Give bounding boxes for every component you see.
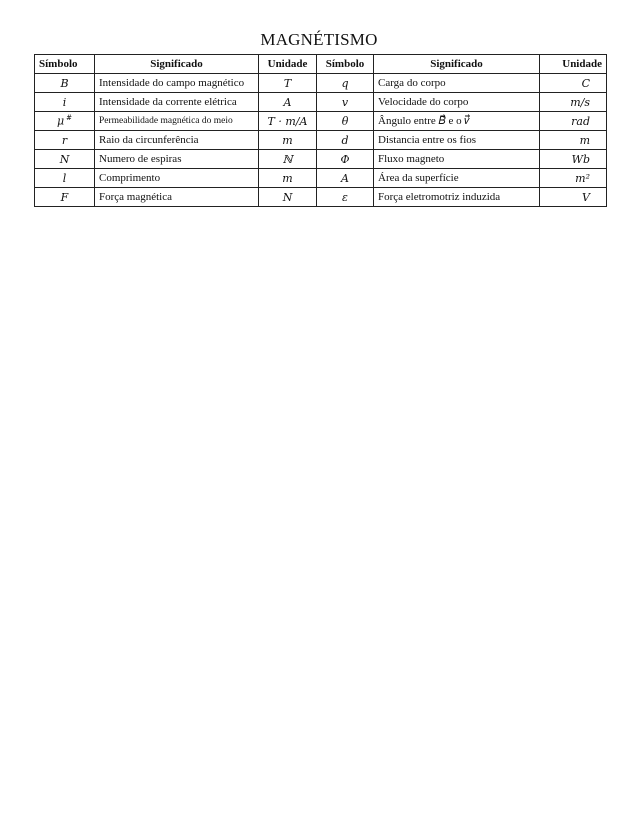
header-unit-1: Unidade <box>259 55 317 74</box>
meaning-cell: Intensidade da corrente elétrica <box>95 93 259 112</box>
unit-cell: 𝑚² <box>540 169 607 188</box>
meaning-cell: Distancia entre os fios <box>374 131 540 150</box>
header-unit-2: Unidade <box>540 55 607 74</box>
unit-cell: 𝑇 · 𝑚/𝐴 <box>259 112 317 131</box>
footnote-mark: # <box>66 114 73 123</box>
symbol-cell: 𝑣 <box>317 93 374 112</box>
symbol-cell: 𝑖 <box>35 93 95 112</box>
unit-cell: 𝑉 <box>540 188 607 207</box>
meaning-cell: Numero de espiras <box>95 150 259 169</box>
symbol-cell: 𝑑 <box>317 131 374 150</box>
meaning-cell: Força magnética <box>95 188 259 207</box>
symbol-cell: 𝑙 <box>35 169 95 188</box>
magnetism-table <box>34 54 607 207</box>
meaning-cell: Carga do corpo <box>374 74 540 93</box>
unit-cell: 𝐶 <box>540 74 607 93</box>
unit-cell: 𝑚 <box>540 131 607 150</box>
table-row <box>35 93 607 112</box>
symbol-cell: 𝑞 <box>317 74 374 93</box>
header-meaning-1: Significado <box>95 55 259 74</box>
symbol-cell: 𝐴 <box>317 169 374 188</box>
meaning-cell: Velocidade do corpo <box>374 93 540 112</box>
header-symbol-1: Símbolo <box>35 55 95 74</box>
table-row <box>35 169 607 188</box>
unit-cell: 𝑚 <box>259 169 317 188</box>
meaning-cell: Força eletromotriz induzida <box>374 188 540 207</box>
meaning-cell: Permeabilidade magnética do meio <box>95 112 259 131</box>
symbol-cell: 𝐵 <box>35 74 95 93</box>
meaning-cell: Área da superfície <box>374 169 540 188</box>
header-meaning-2: Significado <box>374 55 540 74</box>
meaning-cell: Ângulo entre 𝐵⃗ e o 𝑣⃗ <box>374 112 540 131</box>
symbol-cell: 𝐹 <box>35 188 95 207</box>
meaning-cell: Raio da circunferência <box>95 131 259 150</box>
symbol-cell: 𝜃 <box>317 112 374 131</box>
meaning-cell: Fluxo magneto <box>374 150 540 169</box>
table-row <box>35 74 607 93</box>
unit-cell: ℕ <box>259 150 317 169</box>
page-title: MAGNÉTISMO <box>260 30 378 49</box>
table-row <box>35 188 607 207</box>
unit-cell: 𝑚 <box>259 131 317 150</box>
symbol-cell: 𝑟 <box>35 131 95 150</box>
unit-cell: 𝑟𝑎𝑑 <box>540 112 607 131</box>
symbol-text: 𝜇 <box>56 114 65 128</box>
unit-cell: 𝑚/𝑠 <box>540 93 607 112</box>
symbol-cell: 𝜀 <box>317 188 374 207</box>
header-symbol-2: Símbolo <box>317 55 374 74</box>
unit-cell: 𝑇 <box>259 74 317 93</box>
unit-cell: 𝑁 <box>259 188 317 207</box>
table-row <box>35 131 607 150</box>
symbol-cell <box>35 112 95 131</box>
header-row <box>35 55 607 74</box>
meaning-cell: Intensidade do campo magnético <box>95 74 259 93</box>
symbol-cell: 𝑁 <box>35 150 95 169</box>
table-row <box>35 150 607 169</box>
unit-cell: 𝑊𝑏 <box>540 150 607 169</box>
table-row <box>35 112 607 131</box>
meaning-cell: Comprimento <box>95 169 259 188</box>
symbol-cell: Φ <box>317 150 374 169</box>
unit-cell: 𝐴 <box>259 93 317 112</box>
